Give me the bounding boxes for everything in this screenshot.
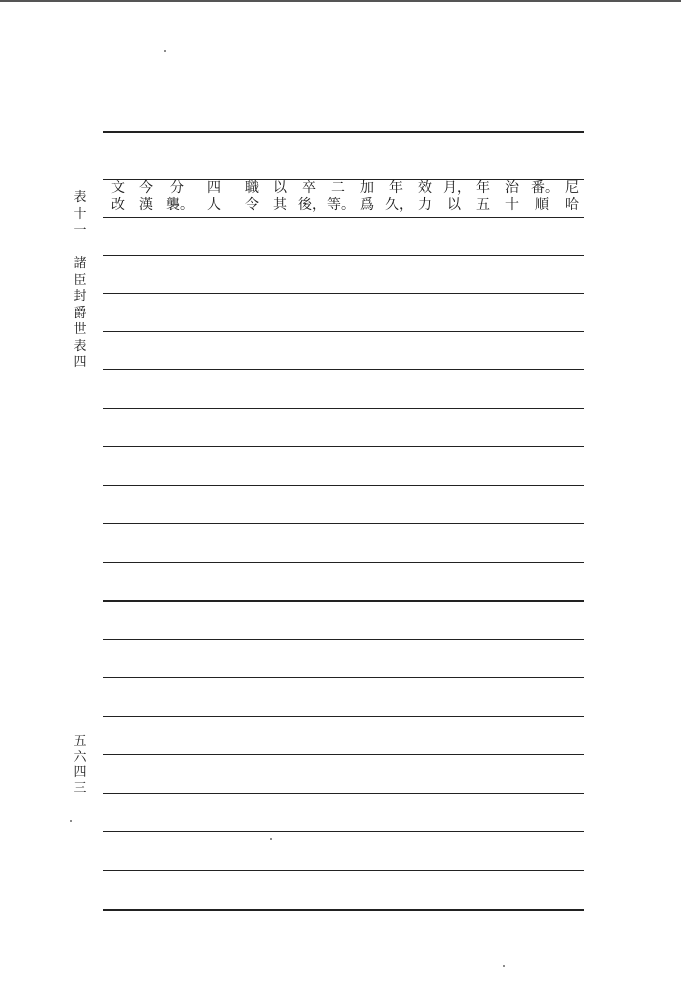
- entry-column: 四 人: [207, 180, 221, 213]
- entry-column: 番。 順: [531, 180, 559, 213]
- table-rule: [103, 523, 584, 524]
- table-rule: [103, 331, 584, 332]
- page-number: 五六四三: [73, 734, 87, 796]
- entry-column: 治 十: [505, 180, 519, 213]
- scan-speck: [164, 50, 166, 52]
- entry-column: 尼 哈: [565, 180, 579, 213]
- table-rule: [103, 831, 584, 832]
- table-rule: [103, 870, 584, 871]
- entry-column: 年 久，: [385, 180, 413, 213]
- entry-column: 加 爲: [360, 180, 374, 213]
- entry-column: 年 五: [476, 180, 490, 213]
- entry-column: 效 力: [418, 180, 432, 213]
- table-rule: [103, 293, 584, 294]
- entry-column: 以 其: [273, 180, 287, 213]
- table-rule: [103, 793, 584, 794]
- table-rule: [103, 446, 584, 447]
- table-rule: [103, 754, 584, 755]
- table-rule: [103, 909, 584, 911]
- entry-column: 二 等。: [327, 180, 355, 213]
- entry-column: 月， 以: [443, 180, 471, 213]
- table-rule: [103, 639, 584, 640]
- entry-column: 今 漢: [139, 180, 153, 213]
- entry-column: 分 襲。: [166, 180, 194, 213]
- entry-column: 卒 後，: [298, 180, 326, 213]
- table-rule: [103, 131, 584, 133]
- running-title: 表 十 一 諸 臣 封 爵 世 表 四: [73, 190, 87, 370]
- table-rule: [103, 562, 584, 563]
- scan-speck: [270, 838, 272, 840]
- table-rule: [103, 600, 584, 602]
- table-rule: [103, 485, 584, 486]
- table-rule: [103, 255, 584, 256]
- entry-column: 文 改: [111, 180, 125, 213]
- table-entry: [103, 180, 584, 218]
- page-top-border: [0, 0, 681, 2]
- entry-column: 職 令: [245, 180, 259, 213]
- table-rule: [103, 369, 584, 370]
- table-rule: [103, 677, 584, 678]
- scan-speck: [70, 820, 72, 822]
- table-rule: [103, 716, 584, 717]
- table-rule: [103, 408, 584, 409]
- scan-speck: [503, 965, 505, 967]
